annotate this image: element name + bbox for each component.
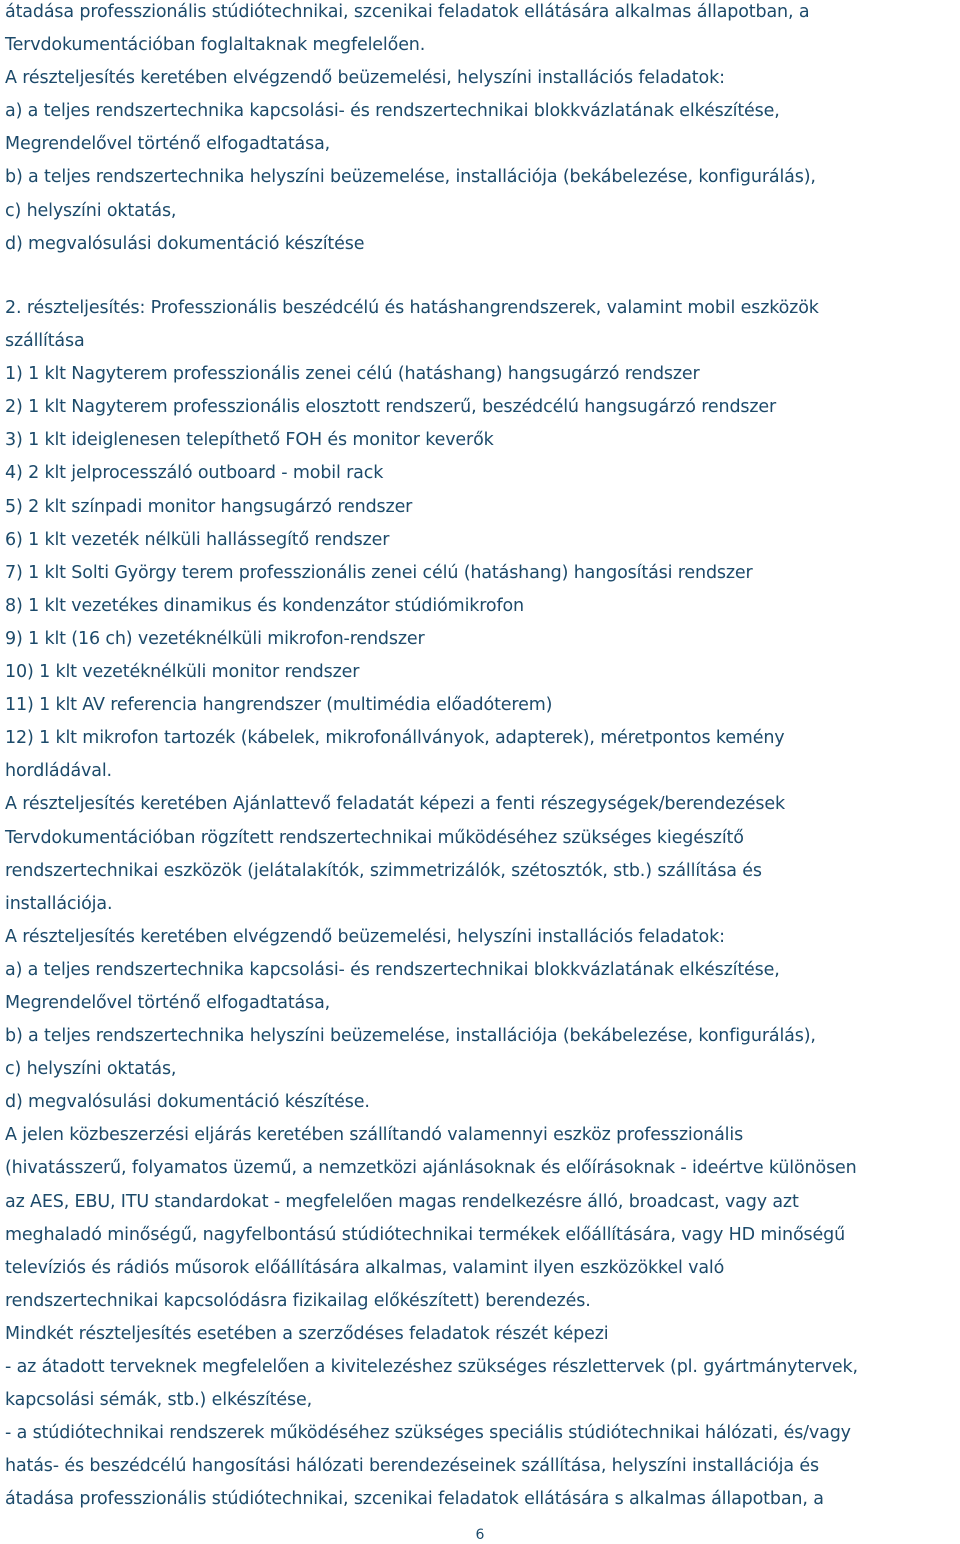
text-line: 12) 1 klt mikrofon tartozék (kábelek, mikrofonállványok, adapterek), méretpontos kemény	[5, 728, 785, 749]
text-line: b) a teljes rendszertechnika helyszíni beüzemelése, installációja (bekábelezése, konfigurálás),	[5, 167, 816, 188]
text-line: 2) 1 klt Nagyterem professzionális elosztott rendszerű, beszédcélú hangsugárzó rendszer	[5, 397, 777, 418]
text-line: az AES, EBU, ITU standardokat - megfelelően magas rendelkezésre álló, broadcast, vagy azt	[5, 1191, 799, 1212]
text-line: c) helyszíni oktatás,	[5, 1059, 177, 1080]
page-number: 6	[475, 1527, 485, 1543]
text-line: 11) 1 klt AV referencia hangrendszer (multimédia előadóterem)	[5, 695, 553, 716]
text-line: hordládával.	[5, 761, 112, 782]
text-line: d) megvalósulási dokumentáció készítése.	[5, 1092, 370, 1113]
text-line: 8) 1 klt vezetékes dinamikus és kondenzátor stúdiómikrofon	[5, 595, 525, 616]
text-line: szállítása	[5, 331, 85, 352]
text-line: c) helyszíni oktatás,	[5, 200, 177, 221]
text-line: Megrendelővel történő elfogadtatása,	[5, 992, 331, 1013]
text-line: - az átadott terveknek megfelelően a kivitelezéshez szükséges részlettervek (pl. gyártmánytervek,	[5, 1357, 858, 1377]
text-line: A részteljesítés keretében elvégzendő beüzemelési, helyszíni installációs feladatok:	[5, 926, 725, 947]
text-line: hatás- és beszédcélú hangosítási hálózati berendezéseinek szállítása, helyszíni installációja és	[5, 1456, 819, 1477]
text-line: átadása professzionális stúdiótechnikai, szcenikai feladatok ellátására s alkalmas állapotban, a	[5, 1489, 824, 1510]
text-line: 3) 1 klt ideiglenesen telepíthető FOH és monitor keverők	[5, 430, 494, 451]
text-line: kapcsolási sémák, stb.) elkészítése,	[5, 1390, 313, 1411]
text-line: 1) 1 klt Nagyterem professzionális zenei célú (hatáshang) hangsugárzó rendszer	[5, 364, 700, 385]
text-line: rendszertechnikai kapcsolódásra fizikailag előkészített) berendezés.	[5, 1290, 591, 1311]
text-line: b) a teljes rendszertechnika helyszíni beüzemelése, installációja (bekábelezése, konfigurálás),	[5, 1026, 816, 1047]
text-line: átadása professzionális stúdiótechnikai, szcenikai feladatok ellátására alkalmas állapotban, a	[5, 2, 810, 22]
text-line: 2. részteljesítés: Professzionális beszédcélú és hatáshangrendszerek, valamint mobil eszközök	[5, 298, 819, 318]
text-line: Mindkét részteljesítés esetében a szerződéses feladatok részét képezi	[5, 1323, 609, 1344]
text-line: - a stúdiótechnikai rendszerek működéséhez szükséges speciális stúdiótechnikai hálózati, és/vagy	[5, 1423, 851, 1444]
text-line: 9) 1 klt (16 ch) vezetéknélküli mikrofon-rendszer	[5, 628, 425, 649]
text-line: 4) 2 klt jelprocesszáló outboard - mobil rack	[5, 463, 384, 484]
text-line: 10) 1 klt vezetéknélküli monitor rendszer	[5, 662, 360, 683]
text-line: installációja.	[5, 893, 113, 914]
text-line: a) a teljes rendszertechnika kapcsolási- és rendszertechnikai blokkvázlatának elkészítése,	[5, 101, 780, 122]
text-line: 6) 1 klt vezeték nélküli hallássegítő rendszer	[5, 529, 390, 550]
text-line: (hivatásszerű, folyamatos üzemű, a nemzetközi ajánlásoknak és előírásoknak - ideértve különösen	[5, 1158, 857, 1179]
text-block-1	[5, 0, 960, 261]
text-line: 5) 2 klt színpadi monitor hangsugárzó rendszer	[5, 496, 413, 517]
text-line: d) megvalósulási dokumentáció készítése	[5, 233, 365, 254]
text-line: Megrendelővel történő elfogadtatása,	[5, 134, 331, 155]
text-line: meghaladó minőségű, nagyfelbontású stúdiótechnikai termékek előállítására, vagy HD minőségű	[5, 1224, 846, 1245]
text-line: Tervdokumentációban rögzített rendszertechnikai működéséhez szükséges kiegészítő	[5, 827, 744, 848]
text-line: 7) 1 klt Solti György terem professzionális zenei célú (hatáshang) hangosítási rendszer	[5, 562, 753, 583]
text-line: a) a teljes rendszertechnika kapcsolási- és rendszertechnikai blokkvázlatának elkészítése,	[5, 959, 780, 980]
text-line: rendszertechnikai eszközök (jelátalakítók, szimmetrizálók, szétosztók, stb.) szállítása és	[5, 860, 762, 881]
text-line: A részteljesítés keretében elvégzendő beüzemelési, helyszíni installációs feladatok:	[5, 68, 725, 89]
text-line: A jelen közbeszerzési eljárás keretében szállítandó valamennyi eszköz professzionális	[5, 1125, 744, 1146]
text-line: televíziós és rádiós műsorok előállítására alkalmas, valamint ilyen eszközökkel való	[5, 1257, 725, 1278]
text-line: A részteljesítés keretében Ajánlattevő feladatát képezi a fenti részegységek/berendezések	[5, 794, 786, 815]
text-block-2	[5, 292, 960, 1516]
text-line: Tervdokumentációban foglaltaknak megfelelően.	[5, 35, 426, 56]
